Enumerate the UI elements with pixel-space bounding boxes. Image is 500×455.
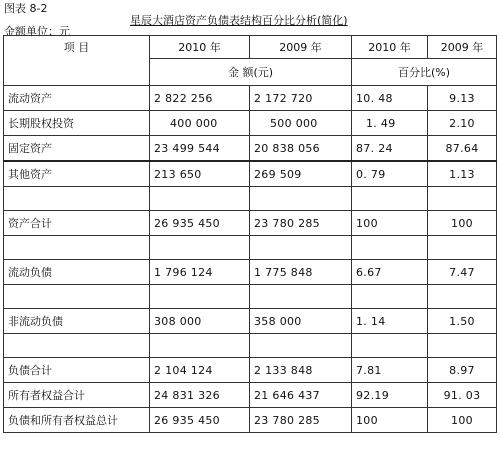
percent-2010: 6.67 (352, 260, 428, 285)
table-row (4, 136, 497, 162)
header-amount: 金 额(元) (150, 59, 352, 86)
table-row (4, 408, 497, 433)
blank-row (4, 334, 497, 358)
percent-2009: 7.47 (428, 260, 497, 285)
row-label: 负债合计 (4, 358, 150, 383)
amount-2010: 400 000 (150, 111, 250, 136)
row-label: 非流动负债 (4, 309, 150, 334)
blank-row (4, 236, 497, 260)
unit-label: 金额单位：元 (4, 25, 70, 38)
amount-2009: 2 133 848 (250, 358, 352, 383)
row-label: 长期股权投资 (4, 111, 150, 136)
row-label: 负债和所有者权益总计 (4, 408, 150, 433)
percent-2010: 87. 24 (352, 136, 428, 162)
percent-2009: 1.13 (428, 161, 497, 187)
percent-2010: 92.19 (352, 383, 428, 408)
amount-2010: 1 796 124 (150, 260, 250, 285)
percent-2009: 100 (428, 211, 497, 236)
blank-row (4, 285, 497, 309)
table-row (4, 161, 497, 187)
amount-2010: 26 935 450 (150, 408, 250, 433)
table-row (4, 309, 497, 334)
percent-2010: 7.81 (352, 358, 428, 383)
percent-2010: 0. 79 (352, 161, 428, 187)
row-label: 流动负债 (4, 260, 150, 285)
header-2009-percent: 2009 年 (428, 36, 497, 59)
amount-2009: 20 838 056 (250, 136, 352, 162)
amount-2009: 1 775 848 (250, 260, 352, 285)
amount-2010: 2 104 124 (150, 358, 250, 383)
percent-2009: 9.13 (428, 86, 497, 111)
amount-2010: 2 822 256 (150, 86, 250, 111)
percent-2010: 100 (352, 408, 428, 433)
percent-2010: 10. 48 (352, 86, 428, 111)
row-label: 其他资产 (4, 161, 150, 187)
table-row (4, 86, 497, 111)
percent-2009: 100 (428, 408, 497, 433)
row-label: 流动资产 (4, 86, 150, 111)
table-row (4, 111, 497, 136)
amount-2009: 358 000 (250, 309, 352, 334)
header-percent: 百分比(%) (352, 59, 497, 86)
amount-2009: 500 000 (250, 111, 352, 136)
header-row-years (4, 36, 497, 59)
amount-2009: 269 509 (250, 161, 352, 187)
table-row (4, 358, 497, 383)
table-row (4, 211, 497, 236)
percent-2010: 1. 49 (352, 111, 428, 136)
header-2010-percent: 2010 年 (352, 36, 428, 59)
amount-2010: 24 831 326 (150, 383, 250, 408)
percent-2009: 91. 03 (428, 383, 497, 408)
table-row (4, 260, 497, 285)
header-item: 项 目 (4, 36, 150, 86)
row-label: 固定资产 (4, 136, 150, 162)
percent-2009: 2.10 (428, 111, 497, 136)
amount-2010: 213 650 (150, 161, 250, 187)
percent-2009: 87.64 (428, 136, 497, 162)
amount-2009: 23 780 285 (250, 211, 352, 236)
blank-row (4, 187, 497, 211)
amount-2009: 2 172 720 (250, 86, 352, 111)
figure-caption: 图表 8-2 (4, 2, 48, 15)
percent-2009: 8.97 (428, 358, 497, 383)
header-2009-amount: 2009 年 (250, 36, 352, 59)
percent-2010: 1. 14 (352, 309, 428, 334)
amount-2010: 308 000 (150, 309, 250, 334)
balance-sheet-table (3, 35, 497, 433)
row-label: 所有者权益合计 (4, 383, 150, 408)
row-label: 资产合计 (4, 211, 150, 236)
table-title: 星辰大酒店资产负债表结构百分比分析(简化) (130, 14, 348, 27)
table-row (4, 383, 497, 408)
amount-2009: 21 646 437 (250, 383, 352, 408)
amount-2010: 26 935 450 (150, 211, 250, 236)
percent-2009: 1.50 (428, 309, 497, 334)
percent-2010: 100 (352, 211, 428, 236)
header-2010-amount: 2010 年 (150, 36, 250, 59)
amount-2009: 23 780 285 (250, 408, 352, 433)
amount-2010: 23 499 544 (150, 136, 250, 162)
